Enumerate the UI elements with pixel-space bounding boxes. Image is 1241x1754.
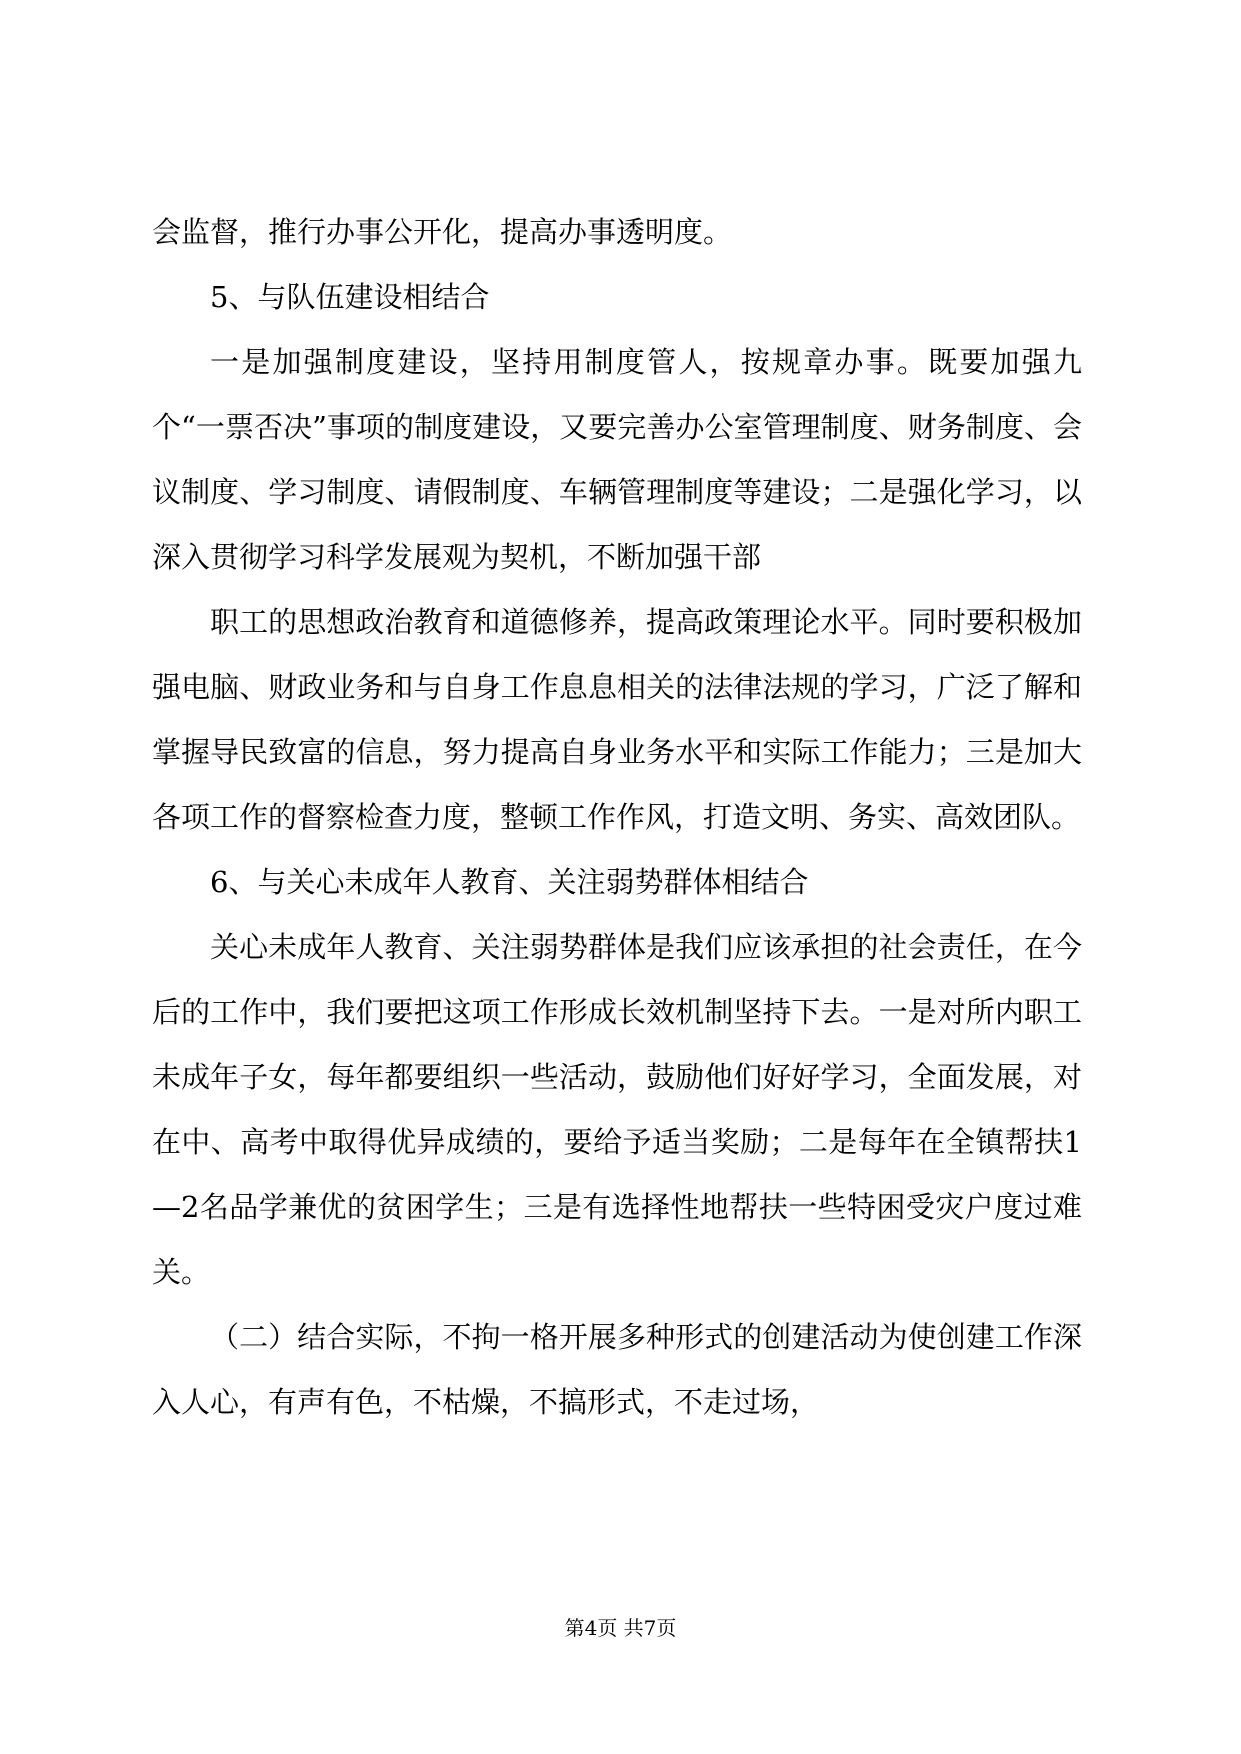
- paragraph-staff-education: 职工的思想政治教育和道德修养，提高政策理论水平。同时要积极加强电脑、财政业务和与自身工作息息相关的法律法规的学习，广泛了解和掌握导民致富的信息，努力提高自身业务水平和实际工作能力；三是加大各项工作的督察检查力度，整顿工作作风，打造文明、务实、高效团队。: [152, 605, 1082, 834]
- page-footer: 第4页 共7页: [564, 1616, 677, 1640]
- paragraph-minors-care: 关心未成年人教育、关注弱势群体是我们应该承担的社会责任，在今后的工作中，我们要把这项工作形成长效机制坚持下去。一是对所内职工未成年子女，每年都要组织一些活动，鼓励他们好好学习，全面发展，对在中、高考中取得优异成绩的，要给予适当奖励；二是每年在全镇帮扶1—2名品学兼优的贫困学生；三是有选择性地帮扶一些特困受灾户度过难关。: [152, 930, 1082, 1289]
- paragraph-continuation: 会监督，推行办事公开化，提高办事透明度。: [152, 215, 733, 249]
- section-heading-5: 5、与队伍建设相结合: [210, 280, 490, 314]
- section-heading-6: 6、与关心未成年人教育、关注弱势群体相结合: [210, 865, 809, 899]
- document-body: [152, 200, 1082, 1435]
- paragraph-team-building: 一是加强制度建设，坚持用制度管人，按规章办事。既要加强九个“一票否决”事项的制度建设，又要完善办公室管理制度、财务制度、会议制度、学习制度、请假制度、车辆管理制度等建设；二是强化学习，以深入贯彻学习科学发展观为契机，不断加强干部: [152, 345, 1082, 574]
- paragraph-activities: （二）结合实际，不拘一格开展多种形式的创建活动为使创建工作深入人心，有声有色，不枯燥，不搞形式，不走过场，: [152, 1320, 1082, 1419]
